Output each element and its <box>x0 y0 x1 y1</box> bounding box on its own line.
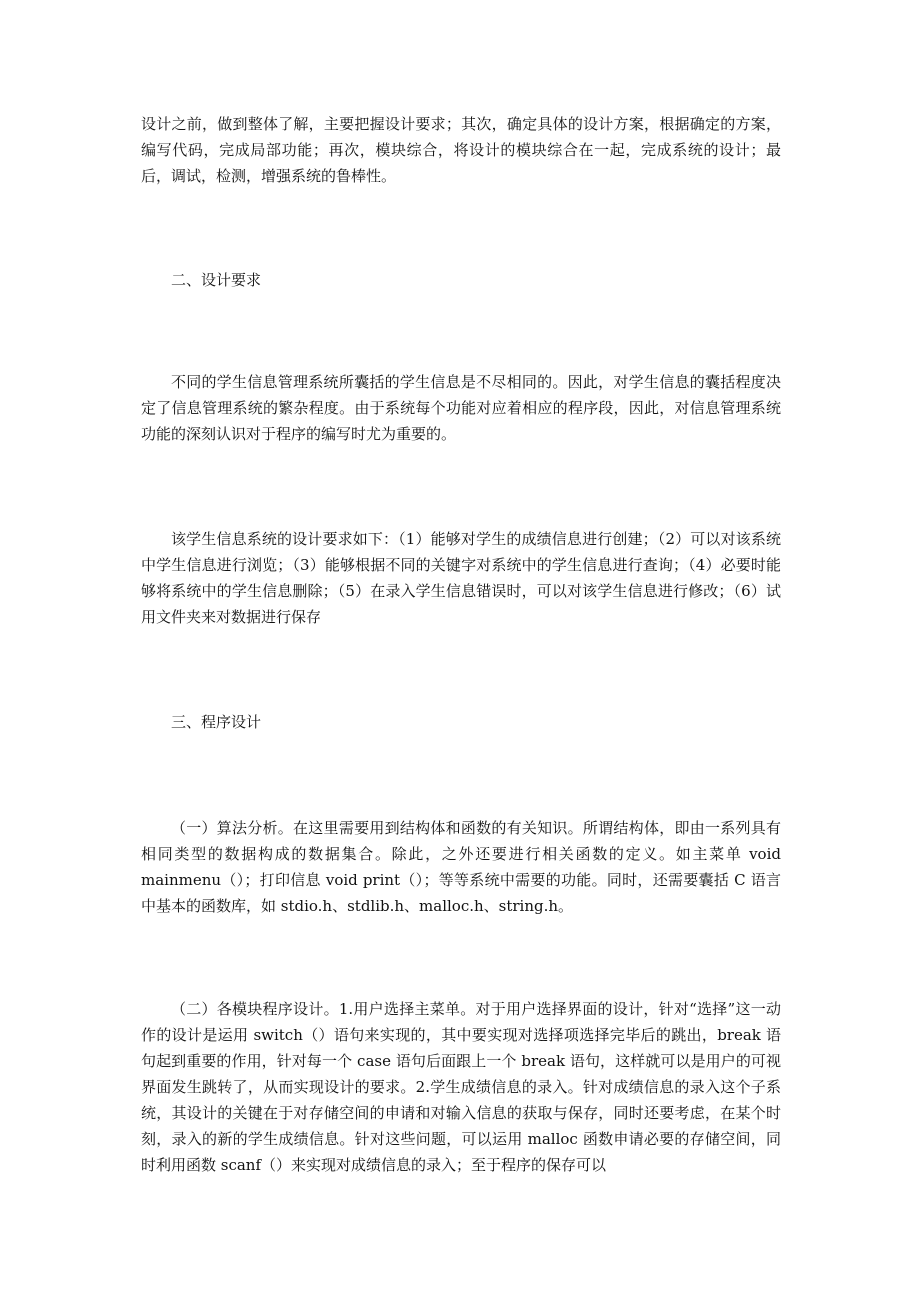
paragraph-info-scope: 不同的学生信息管理系统所囊括的学生信息是不尽相同的。因此，对学生信息的囊括程度决定了信息管理系统的繁杂程度。由于系统每个功能对应着相应的程序段，因此，对信息管理系统功能的深刻认识对于程序的编写时尤为重要的。 <box>141 373 781 443</box>
paragraph-requirements-list: 该学生信息系统的设计要求如下：（1）能够对学生的成绩信息进行创建；（2）可以对该系统中学生信息进行浏览；（3）能够根据不同的关键字对系统中的学生信息进行查询；（4）必要时能够将系统中的学生信息删除；（5）在录入学生信息错误时，可以对该学生信息进行修改；（6）试用文件夹来对数据进行保存 <box>141 530 781 626</box>
paragraph-algorithm-analysis: （一）算法分析。在这里需要用到结构体和函数的有关知识。所谓结构体，即由一系列具有相同类型的数据构成的数据集合。除此，之外还要进行相关函数的定义。如主菜单 void mainmenu（）；打印信息 void print（）；等等系统中需要的功能。同时，还需要囊括 C 语言中基本的函数库，如 stdio.h、stdlib.h、malloc.h、string.h。 <box>141 819 781 915</box>
section-heading-program-design: 三、程序设计 <box>171 713 262 731</box>
paragraph-module-design: （二）各模块程序设计。1.用户选择主菜单。对于用户选择界面的设计，针对“选择”这一动作的设计是运用 switch（）语句来实现的，其中要实现对选择项选择完毕后的跳出，break 语句起到重要的作用，针对每一个 case 语句后面跟上一个 break 语句，这样就可以是用户的可视界面发生跳转了，从而实现设计的要求。2.学生成绩信息的录入。针对成绩信息的录入这个子系统，其设计的关键在于对存储空间的申请和对输入信息的获取与保存，同时还要考虑，在某个时刻，录入的新的学生成绩信息。针对这些问题，可以运用 malloc 函数申请必要的存储空间，同时利用函数 scanf（）来实现对成绩信息的录入；至于程序的保存可以 <box>141 1000 781 1174</box>
paragraph-design-steps: 设计之前，做到整体了解，主要把握设计要求；其次，确定具体的设计方案，根据确定的方案，编写代码，完成局部功能；再次，模块综合，将设计的模块综合在一起，完成系统的设计；最后，调试，检测，增强系统的鲁棒性。 <box>141 115 781 185</box>
section-heading-design-requirements: 二、设计要求 <box>171 271 262 289</box>
